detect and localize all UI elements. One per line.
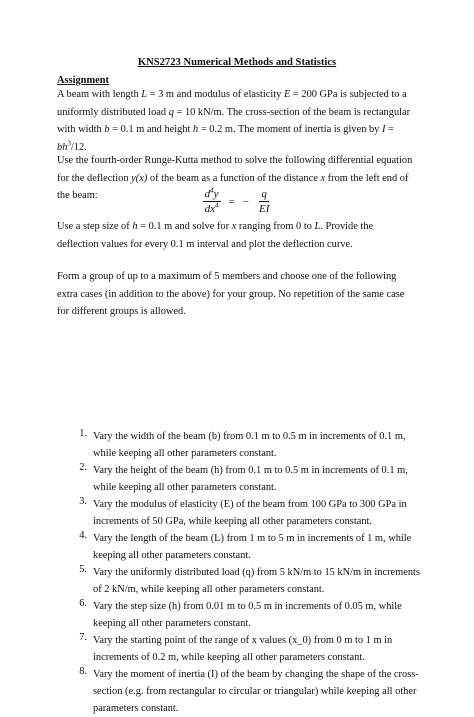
section-heading: Assignment — [57, 75, 109, 86]
problem-paragraph: A beam with length L = 3 m and modulus of elasticity E = 200 GPa is subjected to a uniformly distributed load q = 10 kN/m. The cross-section of the beam is rectangular with width b = 0.1 m and height h = 0.2 m. The moment of inertia is given by $I = bh^3/12$. — [57, 89, 411, 153]
document-title: KNS2723 Numerical Methods and Statistics — [137, 57, 337, 68]
lhs-fraction: $\frac{d^4y}{dx^4}$ — [204, 186, 219, 215]
step-size-paragraph: Use a step size of h = 0.1 m and solve for x ranging from 0 to L. Provide the deflection values for every 0.1 m interval and plot the deflection curve. — [57, 221, 374, 250]
rhs-fraction: $\frac{q}{EI}$ — [258, 188, 270, 215]
group-paragraph: Form a group of up to a maximum of 5 members and choose one of the following extra cases (in addition to the above) for your group. No repetition of the same case for different groups is allowed. — [57, 271, 405, 318]
document-page: KNS2723 Numerical Methods and Statistics Assignment A beam with length L = 3 m and modulus of elasticity E = 200 GPa is subjected to a uniformly distributed load q = 10 kN/m. The cross-section of the beam is rectangular with width b = 0.1 m and height h = 0.2 m. The moment of inertia is given by $I = bh^3/12$. Use the fourth-order Runge-Kutta method to solve the following differential equation for the deflection y(x) of the beam as a function of the distance x from the left end of the beam: $\frac{d^4y}{dx^4}$ = − $\frac{q}{EI}$ Use a step size of h = 0.1 m and solve for x ranging from 0 to L. Provide the deflection values for every 0.1 m interval and plot the deflection curve. Form a group of up to a maximum of 5 members and choose one of the following extra cases (in addition to the above) for your group. No repetition of the same case for different groups is allowed. 1. Vary the width of the beam (b) from 0.1 m to 0.5 m in increments of 0.1 m, while keeping all other parameters constant. 2. Vary the height of the beam (h) from 0.1 m to 0.5 m in increments of 0.1 m, while keeping all other parameters constant. 3. Vary the modulus of elasticity (E) of the beam from 100 GPa to 300 GPa in increments of 50 GPa, while keeping all other parameters constant. 4. Vary the length of the beam (L) from 1 m to 5 m in increments of 1 m, while keeping all other parameters constant. 5. Vary the uniformly distributed load (q) from 5 kN/m to 15 kN/m in increments of 2 kN/m, while keeping all other parameters constant. 6. Vary the step size (h) from 0.01 m to 0.5 m in increments of 0.05 m, while keeping all other parameters constant. 7. Vary the starting point of the range of x values (x_0) from 0 m to 1 m in increments of 0.2 m, while keeping all other parameters constant. 8. Vary the moment of inertia (I) of the beam by changing the shape of the cross-section (e.g. from rectangular to circular or triangular) while keeping all other parameters constant. — [0, 0, 474, 670]
differential-equation: $\frac{d^4y}{dx^4}$ = − $\frac{q}{EI}$ — [204, 186, 270, 215]
method-paragraph: Use the fourth-order Runge-Kutta method to solve the following differential equation for the deflection y(x) of the beam as a function of the distance x from the left end of the beam: — [57, 155, 413, 202]
